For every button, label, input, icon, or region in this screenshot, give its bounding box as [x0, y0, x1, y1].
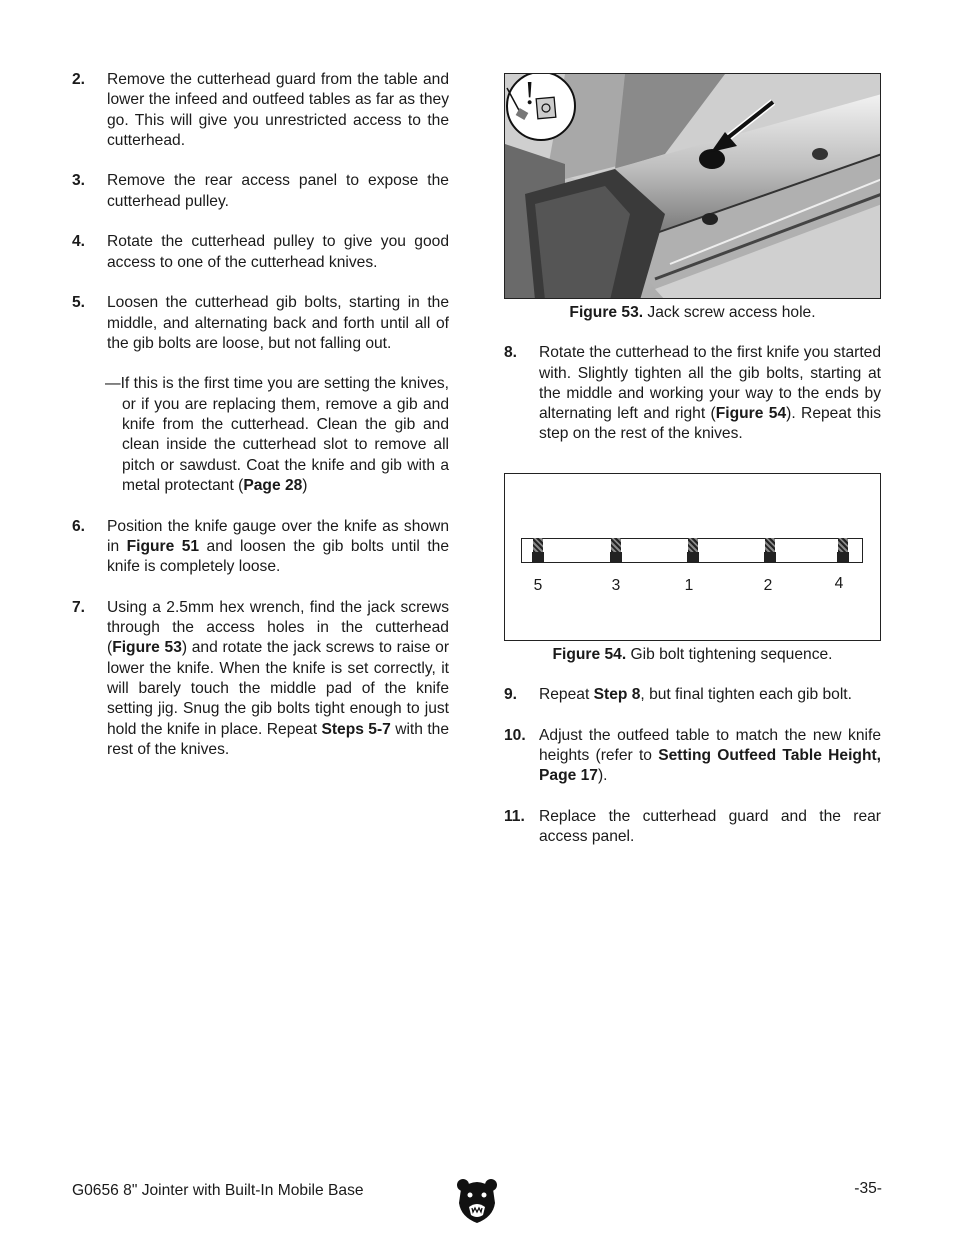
gib-bolt	[610, 538, 622, 594]
caption-text: Jack screw access hole.	[643, 304, 816, 321]
step-text: Remove the rear access panel to expose the cutterhead pulley.	[107, 172, 449, 210]
step-text: Loosen the cutterhead gib bolts, starting in the middle, and alternating back and forth until all of the gib bolts are loose, but not falling out.	[107, 294, 449, 352]
step-10	[504, 726, 881, 787]
step-text: Replace the cutterhead guard and the rear access panel.	[539, 807, 881, 846]
step-number: 8.	[504, 344, 518, 362]
step-text: ) and rotate the jack screws to raise or lower the knife. When the knife is set correctly, it will barely touch the middle pad of the knife setting jig. Snug the gib bolts tight enough to just hold the knife in place. Repeat	[107, 639, 450, 738]
step-text: with the rest of the knives.	[107, 720, 450, 758]
step-text: , but final tighten each gib bolt.	[640, 686, 852, 704]
step-text: Position the knife gauge over the knife as shown in	[107, 517, 449, 555]
bolt-sequence-label: 3	[611, 576, 621, 594]
gib-bolt	[532, 538, 544, 594]
note-end: )	[302, 476, 308, 494]
bolt-sequence-label: 4	[834, 574, 844, 592]
step-text: Adjust the outfeed table to match the new knife heights (refer to	[539, 726, 881, 764]
step-number: 7.	[72, 598, 86, 616]
step-number: 6.	[72, 517, 86, 535]
figure-54-diagram	[504, 473, 881, 641]
step-number: 10.	[504, 726, 526, 744]
step-text: Rotate the cutterhead to the first knife you started with. Slightly tighten all the gib bolts, starting at the middle and working your way to the ends by alternating left and right (	[539, 344, 881, 423]
gib-bolt	[684, 538, 699, 594]
grizzly-bear-logo-icon	[457, 1177, 497, 1229]
figure-53-caption	[504, 303, 881, 323]
figure-reference: Figure 54	[715, 405, 787, 423]
step-number: 4.	[72, 233, 86, 251]
step-5	[72, 293, 449, 354]
page-reference: Page 28	[243, 476, 303, 494]
figure-53-photo	[504, 73, 881, 299]
step-9	[504, 685, 881, 705]
cutterhead-photo	[505, 74, 881, 299]
bolt-sequence-label: 5	[533, 576, 543, 594]
figure-54-caption	[504, 645, 881, 665]
page-number: -35-	[854, 1180, 882, 1197]
step-reference: Step 8	[593, 686, 641, 704]
replace-knife-note	[72, 374, 449, 496]
step-text: Repeat	[539, 686, 594, 704]
step-8	[504, 343, 881, 444]
figure-reference: Figure 53	[112, 639, 182, 657]
step-number: 11.	[504, 807, 525, 825]
step-text: ).	[597, 767, 608, 785]
warning-symbol: !	[524, 75, 536, 112]
step-number: 3.	[72, 172, 86, 190]
step-6	[72, 517, 449, 578]
note-text: —If this is the first time you are setting the knives, or if you are replacing them, remove a gib and knife from the cutterhead. Clean the gib and clean inside the cutterhead slot to remove all pitch or sawdust. Coat the knife and gib with a metal protectant (	[105, 375, 449, 494]
step-text: ). Repeat this step on the rest of the knives.	[539, 405, 882, 443]
gib-bolt	[763, 538, 776, 594]
gib-bolts	[521, 538, 863, 598]
step-text: Remove the cutterhead guard from the table and lower the infeed and outfeed tables as far as they go. This will give you unrestricted access to the cutterhead.	[107, 71, 449, 149]
figure-reference: Figure 51	[126, 537, 200, 555]
steps-reference: Steps 5-7	[321, 720, 391, 738]
step-text: Using a 2.5mm hex wrench, find the jack screws through the access holes in the cutterhead (	[107, 598, 449, 657]
caption-label: Figure 53.	[569, 304, 644, 321]
step-number: 9.	[504, 686, 518, 704]
bolt-sequence-label: 2	[763, 576, 773, 594]
caption-text: Gib bolt tightening sequence.	[626, 645, 833, 663]
section-reference: Setting Outfeed Table Height, Page 17	[539, 746, 881, 785]
step-text: Rotate the cutterhead pulley to give you good access to one of the cutterhead knives.	[107, 233, 449, 271]
step-7	[72, 598, 449, 760]
step-2	[72, 70, 449, 151]
caption-label: Figure 54.	[552, 645, 627, 663]
left-column	[72, 70, 449, 780]
step-number: 2.	[72, 71, 86, 88]
step-number: 5.	[72, 294, 86, 312]
footer-manual-title: G0656 8" Jointer with Built-In Mobile Base	[72, 1182, 364, 1199]
right-column	[504, 70, 881, 868]
step-text: and loosen the gib bolts until the knife is completely loose.	[107, 537, 449, 576]
step-3	[72, 171, 449, 212]
step-11	[504, 807, 881, 848]
step-4	[72, 232, 449, 273]
gib-bolt	[834, 538, 849, 592]
bolt-sequence-label: 1	[684, 576, 694, 594]
